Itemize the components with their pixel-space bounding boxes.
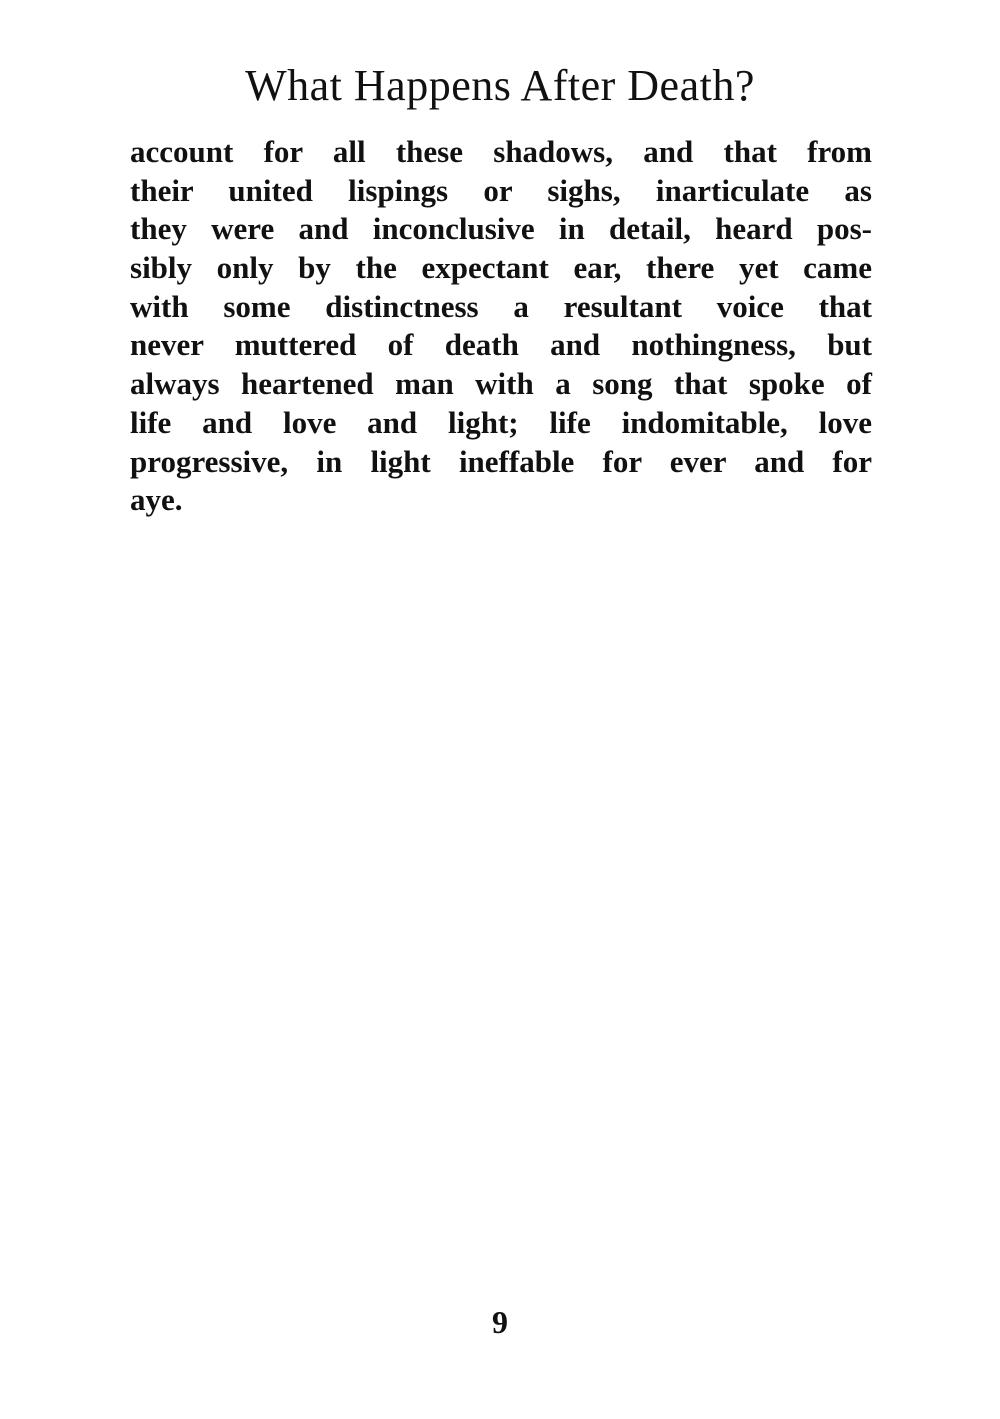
text-line: sibly only by the expectant ear, there yet came [130,250,872,286]
text-line: always heartened man with a song that spoke of [130,366,872,402]
text-line: account for all these shadows, and that from [130,134,872,169]
text-line: their united lispings or sighs, inarticulate as [130,172,872,208]
text-line: progressive, in light ineffable for ever and for [130,443,872,479]
text-line: life and love and light; life indomitable, love [130,404,872,440]
page-number: 9 [492,1304,508,1340]
running-head: What Happens After Death? [245,61,755,110]
body-paragraph [130,133,872,520]
text-line: with some distinctness a resultant voice that [130,288,872,324]
text-line: aye. [130,482,183,518]
text-line: they were and inconclusive in detail, heard pos- [130,211,872,247]
text-line: never muttered of death and nothingness, but [130,327,872,363]
